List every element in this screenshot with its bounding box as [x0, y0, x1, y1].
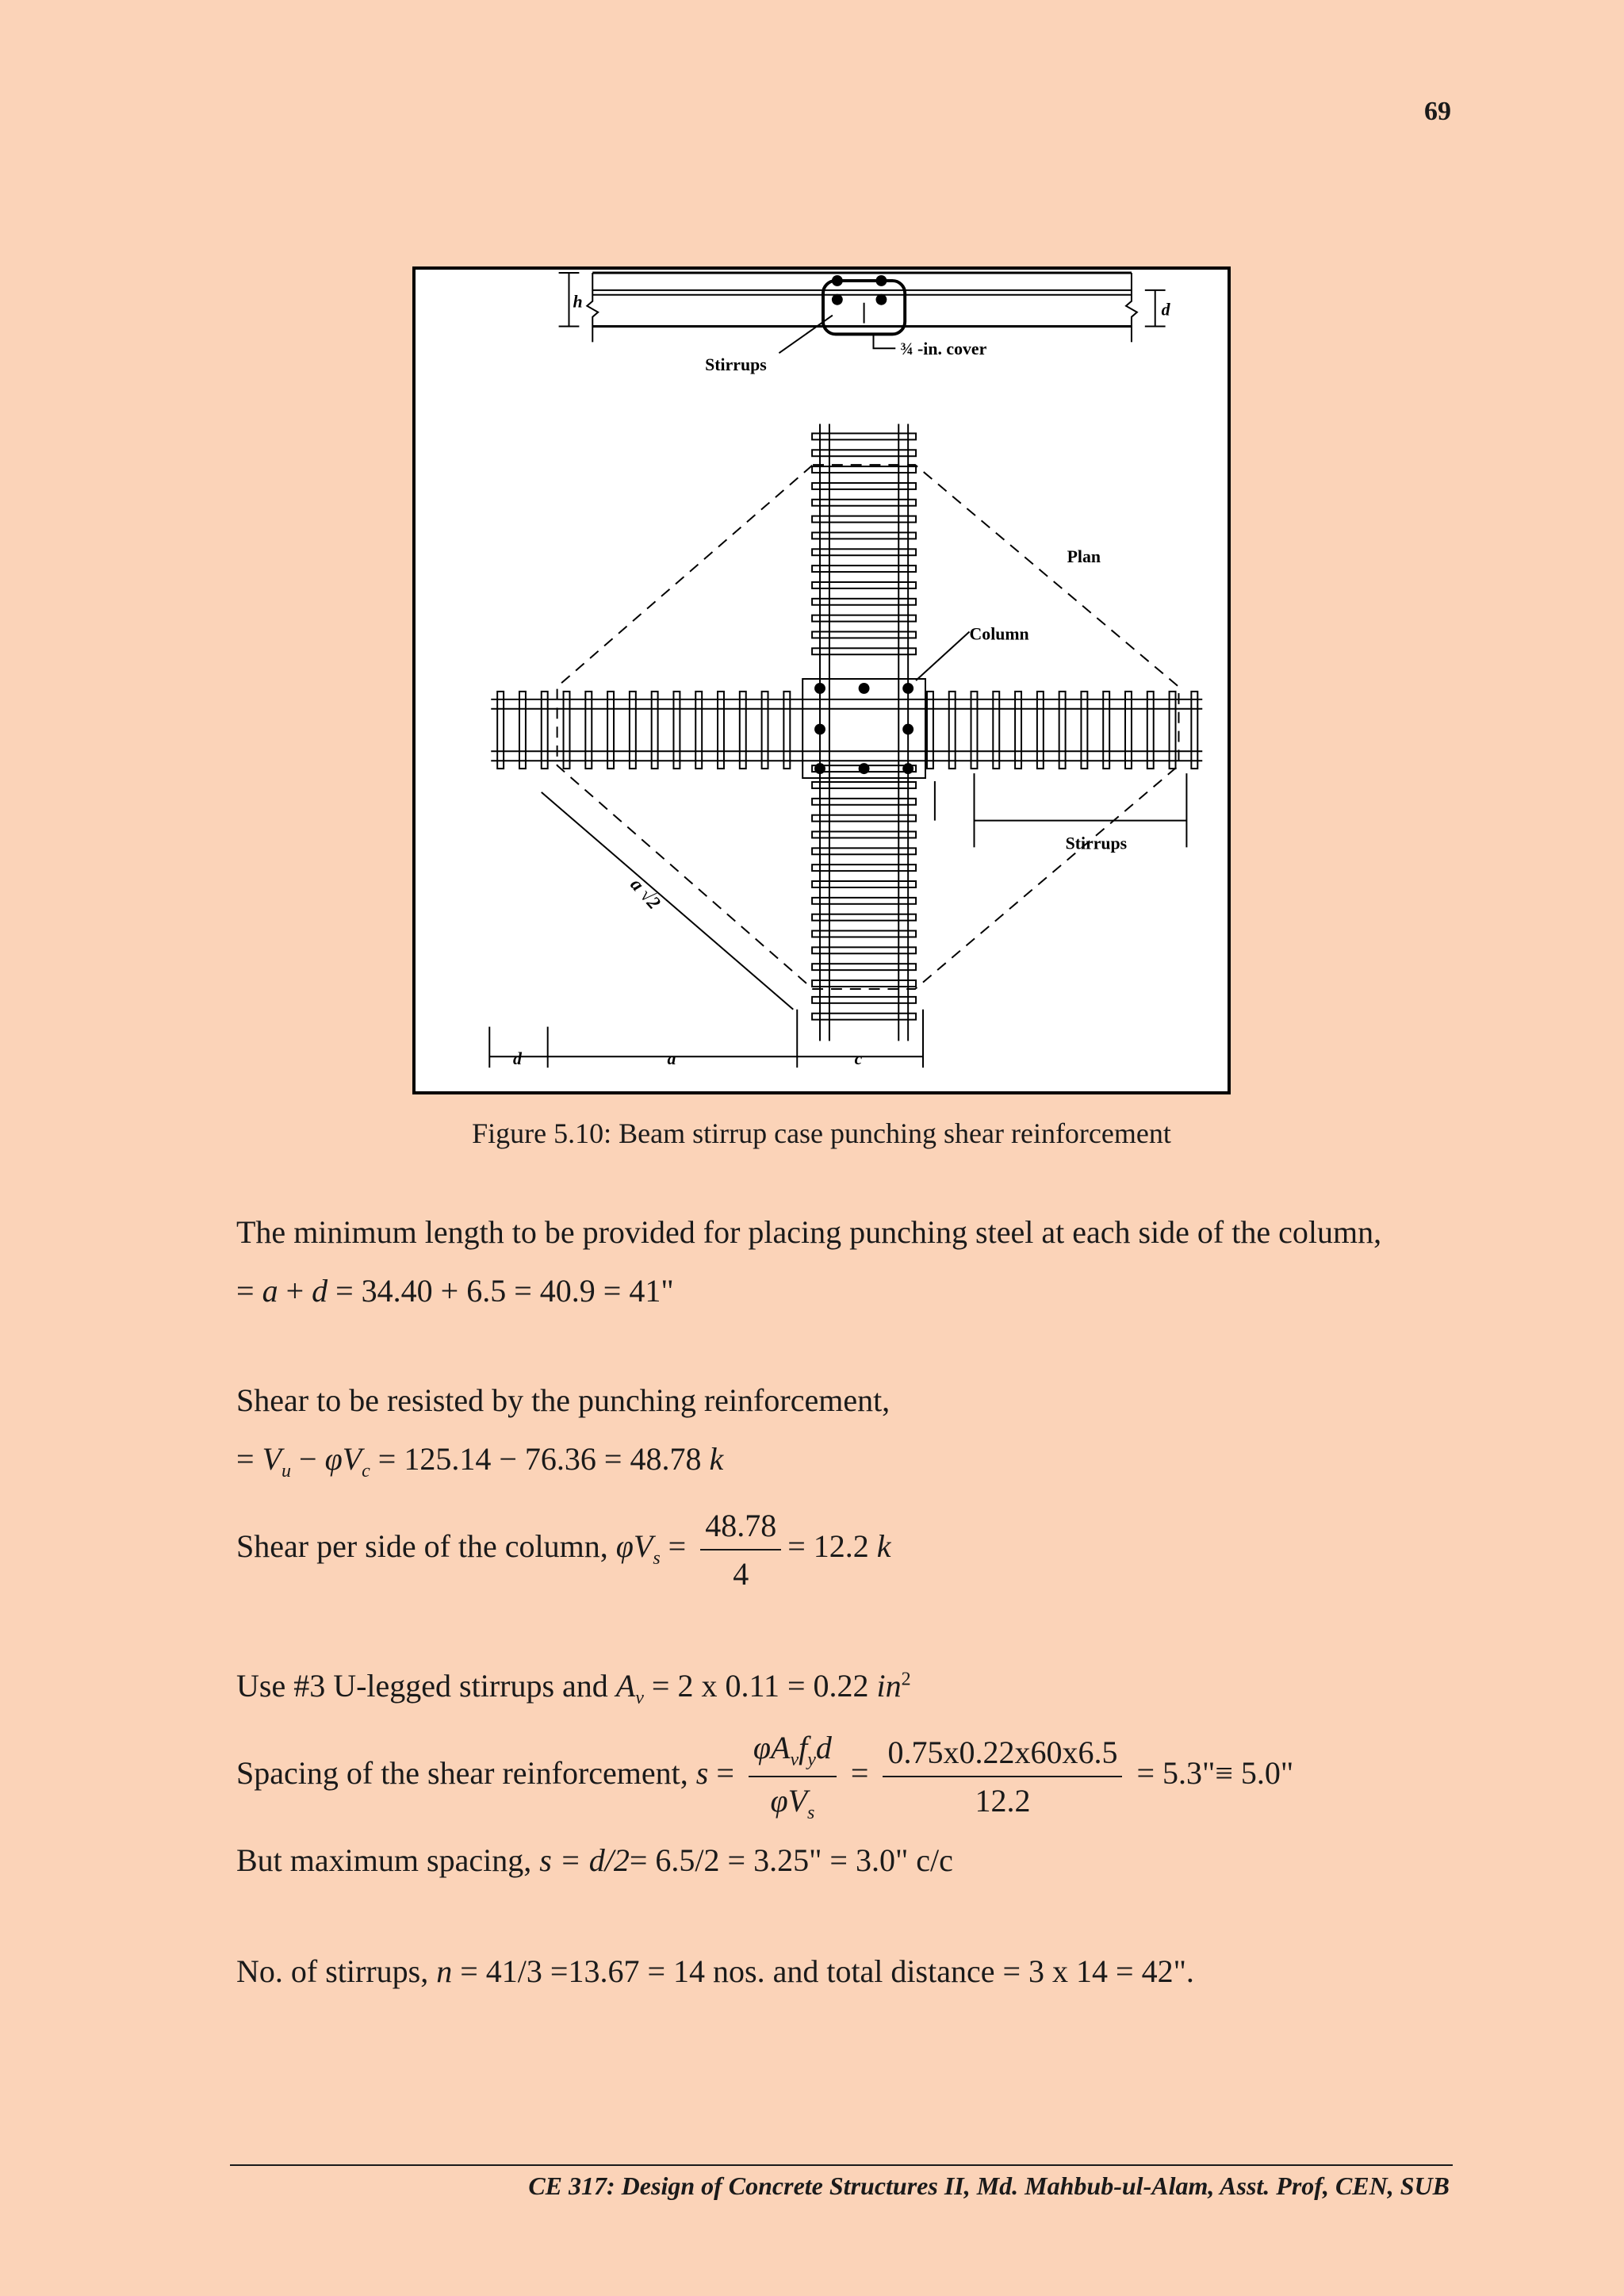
stirrup-rect — [812, 631, 916, 638]
p4-rest: = 2 x 0.11 = 0.22 — [643, 1668, 877, 1704]
rebar-dot — [902, 763, 914, 774]
figure-drawing — [416, 270, 1228, 1091]
stirrup-rect — [971, 692, 978, 769]
label-a-root2: a √2 — [626, 874, 665, 914]
rebar-dot — [875, 275, 887, 286]
p5-den-numeric: 12.2 — [975, 1783, 1031, 1819]
rebar-dot — [832, 294, 843, 305]
p5-fraction-numeric — [883, 1734, 1122, 1819]
label-dim-d: d — [513, 1049, 522, 1069]
p2-minus: − — [291, 1441, 325, 1477]
stirrup-rect — [1170, 692, 1176, 769]
stirrup-rect — [812, 500, 916, 506]
p1-var-a: a — [262, 1273, 278, 1309]
p4-sub-v: v — [635, 1688, 644, 1708]
stirrup-rect — [673, 692, 680, 769]
p4-unit-in: in — [876, 1668, 902, 1704]
figure-beam-stirrup — [412, 266, 1231, 1094]
stirrup-rect — [585, 692, 592, 769]
stirrup-rect — [812, 848, 916, 854]
stirrup-rect — [1147, 692, 1154, 769]
label-stirrups-top: Stirrups — [705, 355, 767, 375]
rebar-dot — [902, 683, 914, 694]
stirrup-rect — [762, 692, 768, 769]
p3-text: Shear per side of the column, — [236, 1528, 616, 1565]
stirrup-rect — [812, 1014, 916, 1020]
rebar-dot — [902, 724, 914, 735]
p4-text: Use #3 U-legged stirrups and — [236, 1668, 616, 1704]
stirrup-rect — [812, 516, 916, 523]
footer-rule — [230, 2164, 1453, 2166]
p2-sub-c: c — [362, 1461, 370, 1481]
stirrup-rect — [812, 582, 916, 588]
p3-var-phiV: φV — [615, 1528, 653, 1565]
p6-text: But maximum spacing, — [236, 1842, 540, 1878]
footer: CE 317: Design of Concrete Structures II, Md. Mahbub-ul-Alam, Asst. Prof, CEN, SUB — [528, 2171, 1450, 2200]
p1-var-d: d — [312, 1273, 328, 1309]
p5-eq2: = — [842, 1755, 877, 1792]
stirrup-rect — [1037, 692, 1044, 769]
paragraph-stirrups-area — [236, 1667, 911, 1709]
rebar-dot — [859, 763, 870, 774]
stirrup-rect — [630, 692, 636, 769]
p3-fraction — [700, 1507, 781, 1593]
p1-rest: = 34.40 + 6.5 = 40.9 = 41" — [327, 1273, 674, 1309]
stirrup-rect — [812, 980, 916, 987]
p3-sub-s: s — [653, 1548, 661, 1570]
label-column: Column — [969, 624, 1029, 644]
paragraph-min-length-line1: The minimum length to be provided for placing punching steel at each side of the column, — [236, 1214, 1382, 1250]
p3-rest: = 12.2 — [787, 1528, 869, 1565]
p5-text: Spacing of the shear reinforcement, — [236, 1755, 696, 1792]
stirrup-rect — [812, 815, 916, 822]
stirrup-rect — [812, 599, 916, 605]
stirrup-rect — [993, 692, 999, 769]
rebar-dot — [814, 683, 825, 694]
p7-var-n: n — [436, 1953, 453, 1989]
p7-text: No. of stirrups, — [236, 1953, 437, 1989]
p2-prefix: = — [236, 1441, 262, 1477]
stirrup-rect — [1125, 692, 1132, 769]
p1-plus: + — [278, 1273, 312, 1309]
p5-rest: = 5.3"≡ 5.0" — [1128, 1755, 1294, 1792]
rebar-dot — [859, 683, 870, 694]
p4-var-A: A — [615, 1668, 636, 1704]
stirrup-rect — [812, 466, 916, 473]
p2-var-phiV: φV — [324, 1441, 362, 1477]
stirrup-rect — [812, 483, 916, 489]
stirrup-rect — [812, 832, 916, 838]
stirrup-rect — [812, 914, 916, 921]
stirrup-rect — [812, 964, 916, 970]
p2-rest: = 125.14 − 76.36 = 48.78 — [370, 1441, 702, 1477]
stirrup-rect — [564, 692, 570, 769]
stirrup-rect — [519, 692, 526, 769]
stirrup-rect — [812, 898, 916, 904]
page-number: 69 — [1424, 97, 1451, 126]
p4-exponent: 2 — [901, 1669, 911, 1690]
rebar-dot — [814, 763, 825, 774]
stirrup-rect — [812, 782, 916, 788]
paragraph-min-length-line2 — [236, 1272, 674, 1309]
p5-num-numeric: 0.75x0.22x60x6.5 — [883, 1734, 1122, 1777]
label-dim-c: c — [854, 1049, 863, 1069]
stirrup-rect — [1059, 692, 1066, 769]
p5-eq1: = — [708, 1755, 742, 1792]
stirrup-rect — [812, 931, 916, 937]
p6-rest: = 6.5/2 = 3.25" = 3.0" c/c — [629, 1842, 953, 1878]
stirrup-rect — [812, 549, 916, 555]
p2-var-V: V — [262, 1441, 282, 1477]
stirrup-rect — [718, 692, 724, 769]
stirrup-rect — [812, 565, 916, 572]
p5-den-phiV: φV — [770, 1783, 808, 1819]
stirrup-rect — [812, 615, 916, 622]
p5-fraction-symbolic — [749, 1729, 837, 1824]
p5-num-phiA: φA — [753, 1730, 791, 1765]
rebar-dot — [814, 724, 825, 735]
p1-prefix: = — [236, 1273, 262, 1309]
stirrup-rect — [740, 692, 746, 769]
p5-den-sub-s: s — [807, 1803, 815, 1823]
stirrup-rect — [949, 692, 956, 769]
label-dim-a: a — [667, 1049, 676, 1069]
p2-sub-u: u — [282, 1461, 291, 1481]
p3-denominator: 4 — [733, 1556, 749, 1592]
p3-unit-k: k — [876, 1528, 891, 1565]
stirrup-rect — [812, 648, 916, 654]
figure-caption: Figure 5.10: Beam stirrup case punching shear reinforcement — [472, 1117, 1171, 1149]
p3-eq: = — [660, 1528, 695, 1565]
equation-spacing — [236, 1729, 1293, 1824]
equation-shear-resisted — [236, 1440, 723, 1482]
stirrup-rect — [812, 433, 916, 439]
label-stirrups-right: Stirrups — [1065, 834, 1128, 853]
p5-num-sub-v: v — [790, 1750, 799, 1770]
stirrup-rect — [1081, 692, 1087, 769]
label-cover: ¾ -in. cover — [900, 339, 987, 359]
stirrup-rect — [542, 692, 548, 769]
label-d-section: d — [1161, 300, 1170, 320]
p5-num-sub-y: y — [807, 1750, 816, 1770]
stirrup-rect — [1103, 692, 1109, 769]
stirrup-rect — [812, 532, 916, 539]
stirrup-rect — [652, 692, 658, 769]
equation-shear-per-side — [236, 1507, 891, 1593]
stirrup-rect — [927, 692, 933, 769]
stirrup-rect — [812, 947, 916, 953]
p7-rest: = 41/3 =13.67 = 14 nos. and total distance = 3 x 14 = 42". — [452, 1953, 1194, 1989]
rebar-dot — [875, 294, 887, 305]
p3-numerator: 48.78 — [700, 1507, 781, 1550]
paragraph-max-spacing — [236, 1842, 953, 1879]
label-h: h — [573, 292, 583, 312]
paragraph-no-of-stirrups — [236, 1953, 1194, 1990]
stirrup-rect — [695, 692, 702, 769]
stirrup-rect — [1015, 692, 1021, 769]
stirrup-rect — [812, 881, 916, 887]
stirrup-rect — [812, 450, 916, 456]
p2-unit-k: k — [709, 1441, 724, 1477]
p5-var-s: s — [695, 1755, 709, 1792]
stirrup-rect — [812, 864, 916, 871]
p6-expr: s = d/2 — [539, 1842, 630, 1878]
stirrup-rect — [812, 997, 916, 1003]
paragraph-shear-resisted: Shear to be resisted by the punching reinforcement, — [236, 1382, 891, 1418]
p5-num-f: f — [799, 1730, 808, 1765]
stirrup-rect — [812, 799, 916, 805]
stirrup-rect — [497, 692, 504, 769]
label-plan: Plan — [1067, 547, 1101, 567]
rebar-dot — [832, 275, 843, 286]
stirrup-rect — [783, 692, 790, 769]
p5-num-d: d — [815, 1730, 832, 1765]
stirrup-rect — [607, 692, 614, 769]
stirrup-rect — [1191, 692, 1197, 769]
